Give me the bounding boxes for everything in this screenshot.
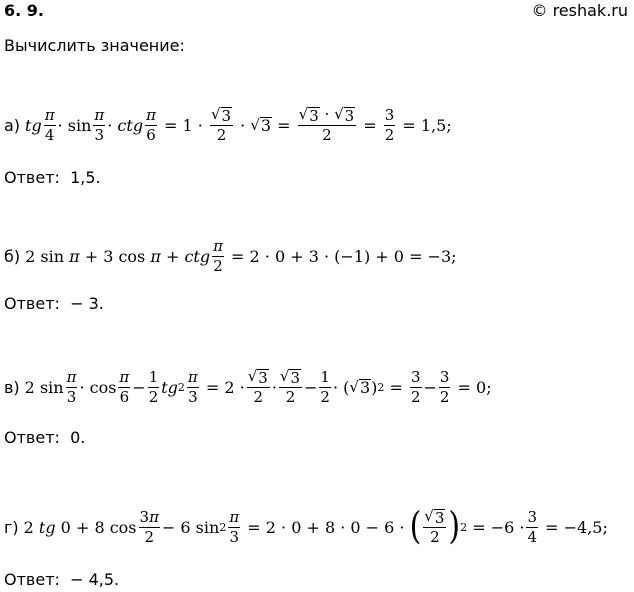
part-v-expression: в) 2 sin $\frac{\pi}{3}$ · cos $\frac{\pi}{6}$ − $\frac{1}{2}$ tg 2 $\frac{\pi}{3}$ = 2 · √ 3 2 · √ 3 2 − $\frac{1}{2}$ · ( √ 3 ) 2 = $\frac{3}{2}$ − $\frac{3}{2}$ = 0; (4, 367, 492, 406)
part-a-label: а) (4, 115, 21, 135)
part-b-answer-row (4, 294, 104, 313)
task-intro: Вычислить значение: (4, 36, 185, 55)
part-a-answer: 1,5. (70, 168, 101, 187)
part-g-answer-row (4, 570, 119, 589)
part-b-label: б) (4, 247, 21, 266)
part-g-answer: − 4,5. (70, 570, 120, 589)
part-v-answer-row (4, 428, 85, 447)
part-g-answer-label: Ответ: (4, 570, 60, 589)
problem-number: 6. 9. (4, 1, 44, 20)
part-g-label: г) (4, 517, 19, 537)
part-v-label: в) (4, 377, 20, 397)
part-a-answer-row (4, 168, 101, 187)
part-b-expression: б) 2 sin π + 3 cos π + ctg $\frac{\pi}{2}$ = 2 · 0 + 3 · (−1) + 0 = −3; (4, 237, 457, 275)
part-a-expression: а) tg $\frac{\pi}{4}$ · sin $\frac{\pi}{3}$ · ctg $\frac{\pi}{6}$ = 1 · √ 3 2 · √ 3 = √ 3 · √ 3 2 = $\frac{3}{2}$ = 1,5; (4, 105, 452, 144)
part-v-answer-label: Ответ: (4, 428, 60, 447)
part-v-answer: 0. (70, 428, 86, 447)
part-b-answer-label: Ответ: (4, 294, 60, 313)
site-watermark: © reshak.ru (531, 1, 628, 20)
part-g-expression: г) 2 tg 0 + 8 cos $\frac{3\pi}{2}$ − 6 sin 2 $\frac{\pi}{3}$ = 2 · 0 + 8 · 0 − 6 · ( √ 3 2 ) 2 = −6 · $\frac{3}{4}$ = −4,5; (4, 504, 608, 549)
part-b-answer: − 3. (70, 294, 104, 313)
part-a-answer-label: Ответ: (4, 168, 60, 187)
